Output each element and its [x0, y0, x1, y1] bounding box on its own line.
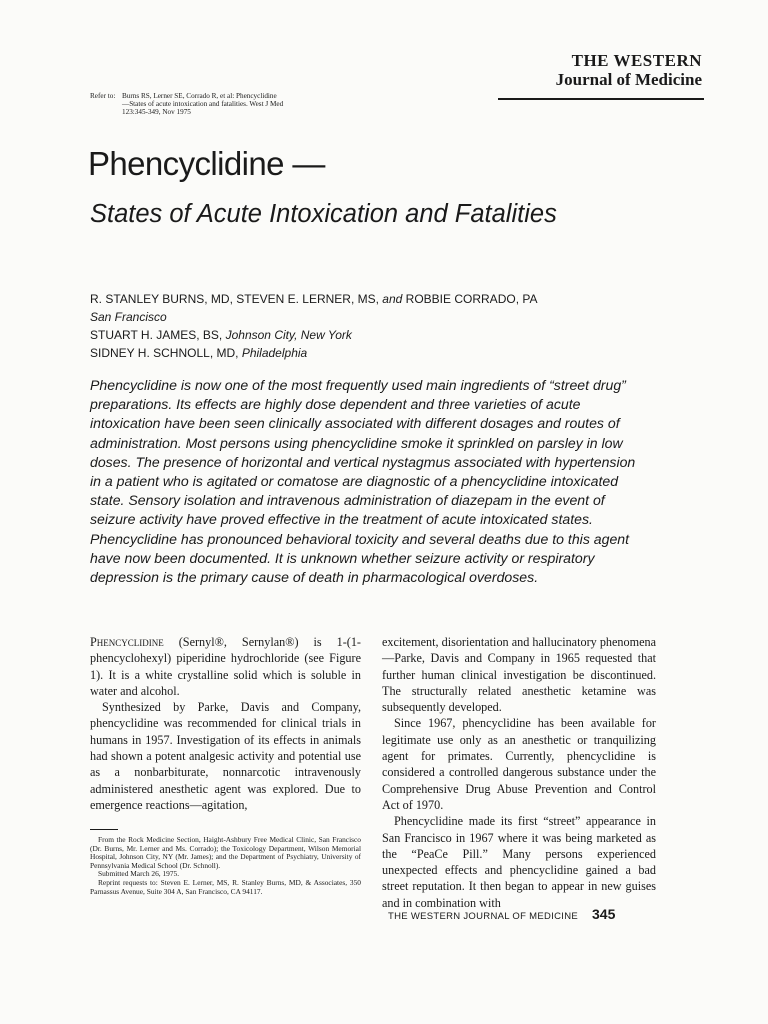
- footnote-reprint: Reprint requests to: Steven E. Lerner, MS, R. Stanley Burns, MD, & Associates, 350 Parnassus Avenue, Suite 304 A, San Francisco, CA 94117.: [90, 877, 361, 896]
- page-footer: [388, 906, 660, 924]
- page-number: 345: [592, 906, 616, 922]
- footnote-submitted: Submitted March 26, 1975.: [98, 869, 180, 879]
- author-line-3: [90, 344, 650, 362]
- citation-label: Refer to:: [90, 92, 116, 100]
- footer-journal-name: THE WESTERN JOURNAL OF MEDICINE: [388, 911, 578, 922]
- author-location: San Francisco: [90, 310, 167, 324]
- body-paragraph: Since 1967, phencyclidine has been available for legitimate use only as an anesthetic or tranquilizing agent for primates. Currently, phencyclidine is considered a controlled dangerous substance under the Comprehensive Drug Abuse Prevention and Control Act of 1970.: [382, 716, 656, 812]
- body-paragraph: excitement, disorientation and hallucinatory phenomena—Parke, Davis and Company in 1965 requested that further human clinical investigation be discontinued. The structurally related anesthetic ketamine was subsequently developed.: [382, 635, 656, 715]
- author-location: Philadelphia: [241, 346, 308, 360]
- citation-text: [122, 92, 390, 116]
- footnote-rule: [90, 829, 118, 830]
- author-list: [90, 290, 650, 362]
- citation-block: [90, 92, 390, 116]
- footnotes: [90, 836, 361, 896]
- author-line-2: [90, 326, 650, 344]
- citation-line: Burns RS, Lerner SE, Corrado R, et al: Phencyclidine: [122, 92, 277, 100]
- author-conjunction: and: [382, 292, 403, 306]
- footnote-affiliation: From the Rock Medicine Section, Haight-Ashbury Free Medical Clinic, San Francisco (Dr. Burns, Mr. Lerner and Ms. Corrado); the Toxicology Department, Wilson Memorial Hospital, Johnson City, NY (Mr. James); and the Department of Psychiatry, University of Pennsylvania Medical School (Dr. Schnoll).: [90, 835, 361, 870]
- body-paragraph: Phencyclidine made its first “street” appearance in San Francisco in 1967 where it was being marketed as the “PeaCe Pill.” Many persons experienced unexpected effects and phencyclidine gained a bad street reputation. It then began to appear in new guises and in combination with: [382, 814, 656, 910]
- author-name: ROBBIE CORRADO, PA: [405, 292, 538, 306]
- journal-masthead: [502, 52, 702, 90]
- article-title: Phencyclidine —: [88, 145, 325, 182]
- author-name: SIDNEY H. SCHNOLL, MD,: [90, 346, 239, 360]
- citation-line: 123:345-349, Nov 1975: [122, 108, 191, 116]
- article-subtitle: States of Acute Intoxication and Fatalities: [90, 200, 557, 228]
- author-name: STUART H. JAMES, BS,: [90, 328, 223, 342]
- citation-line: —States of acute intoxication and fatalities. West J Med: [122, 100, 284, 108]
- author-location: Johnson City, New York: [225, 328, 352, 342]
- masthead-rule: [498, 98, 704, 100]
- author-line-1: [90, 290, 650, 308]
- masthead-line-2: Journal of Medicine: [555, 70, 702, 89]
- body-column-right: [382, 634, 656, 911]
- lead-word: Phencyclidine: [90, 635, 164, 649]
- abstract: Phencyclidine is now one of the most frequently used main ingredients of “street drug” preparations. Its effects are highly dose dependent and three varieties of acute intoxication have been seen clinically associated with different dosages and routes of administration. Most persons using phencyclidine smoke it sprinkled on parsley in low doses. The presence of horizontal and vertical nystagmus associated with hypertension in a patient who is agitated or comatose are diagnostic of a phencyclidine intoxicated state. Sensory isolation and intravenous administration of diazepam in the event of seizure activity have proved effective in the treatment of acute intoxicated states. Phencyclidine has pronounced behavioral toxicity and several deaths due to this agent have now been documented. It is unknown whether seizure activity or respiratory depression is the primary cause of death in pharmacological overdoses.: [90, 377, 636, 586]
- body-paragraph: Synthesized by Parke, Davis and Company, phencyclidine was recommended for clinical trials in humans in 1957. Investigation of its effects in animals had shown a potent analgesic activity and potential use as a nonbarbiturate, nonnarcotic intravenously administered anesthetic agent was explored. Due to emergence reactions—agitation,: [90, 700, 361, 812]
- masthead-line-1: THE WESTERN: [571, 51, 702, 70]
- body-column-left: [90, 634, 361, 813]
- body-paragraph: Phencyclidine (Sernyl®, Sernylan®) is 1-(1-phencyclohexyl) piperidine hydrochloride (see Figure 1). It is a white crystalline solid which is soluble in water and alcohol.: [90, 635, 361, 698]
- author-names: R. STANLEY BURNS, MD, STEVEN E. LERNER, MS,: [90, 292, 379, 306]
